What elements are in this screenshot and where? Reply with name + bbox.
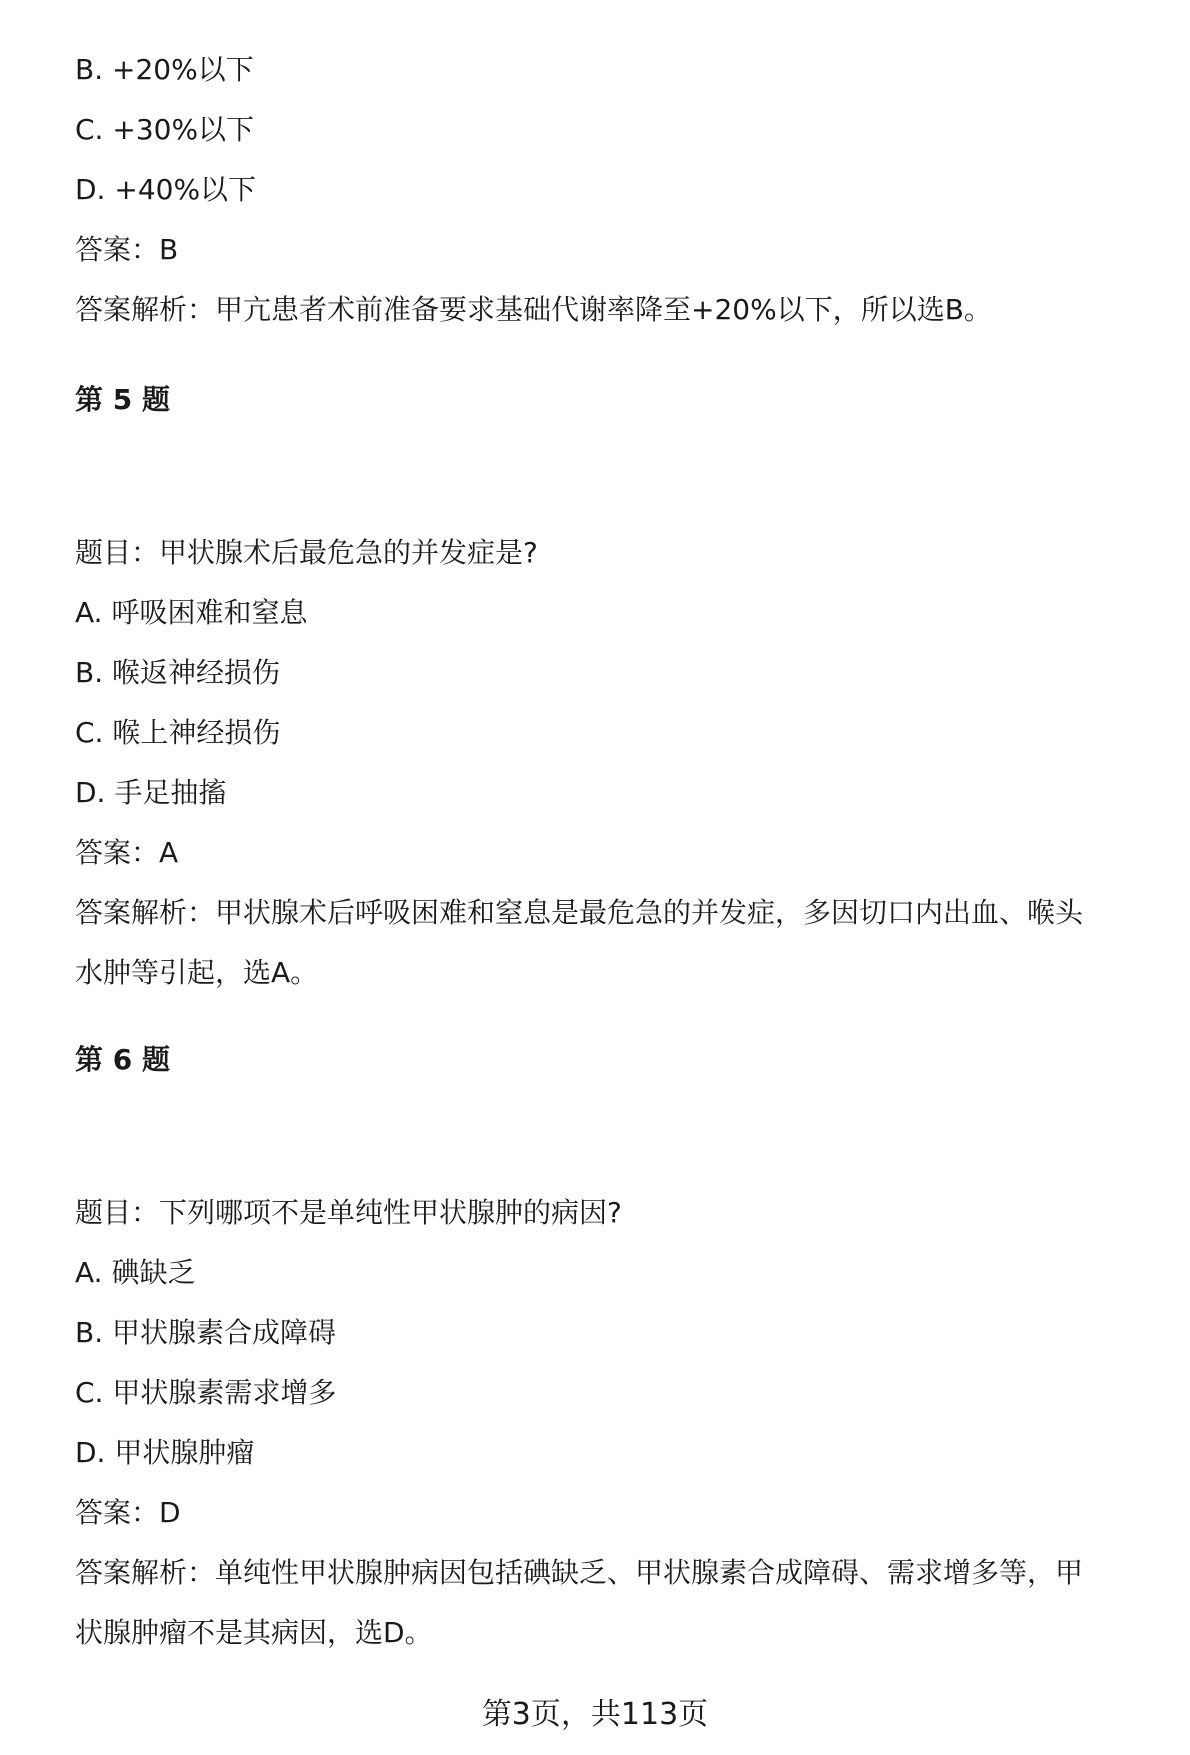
q4-answer: 答案：B: [75, 233, 179, 266]
q6-question: 题目：下列哪项不是单纯性甲状腺肿的病因?: [75, 1196, 622, 1229]
q4-option-c: C. +30%以下: [75, 113, 255, 146]
q6-option-b: B. 甲状腺素合成障碍: [75, 1316, 337, 1349]
q6-explanation-line2: 状腺肿瘤不是其病因，选D。: [75, 1616, 433, 1649]
q5-question: 题目：甲状腺术后最危急的并发症是?: [75, 536, 538, 569]
q6-heading: 第 6 题: [75, 1043, 170, 1076]
q6-option-a: A. 碘缺乏: [75, 1256, 196, 1289]
q5-heading: 第 5 题: [75, 383, 170, 416]
q5-option-c: C. 喉上神经损伤: [75, 716, 281, 749]
q4-option-d: D. +40%以下: [75, 173, 257, 206]
q6-option-d: D. 甲状腺肿瘤: [75, 1436, 255, 1469]
q5-option-a: A. 呼吸困难和窒息: [75, 596, 308, 629]
q5-option-b: B. 喉返神经损伤: [75, 656, 281, 689]
q6-answer: 答案：D: [75, 1496, 181, 1529]
q6-explanation-line1: 答案解析：单纯性甲状腺肿病因包括碘缺乏、甲状腺素合成障碍、需求增多等，甲: [75, 1556, 1084, 1589]
page-number-footer: 第3页，共113页: [481, 1697, 709, 1732]
q4-explanation: 答案解析：甲亢患者术前准备要求基础代谢率降至+20%以下，所以选B。: [75, 293, 992, 326]
q5-explanation-line1: 答案解析：甲状腺术后呼吸困难和窒息是最危急的并发症，多因切口内出血、喉头: [75, 896, 1084, 929]
q5-option-d: D. 手足抽搐: [75, 776, 227, 809]
q5-explanation-line2: 水肿等引起，选A。: [75, 956, 319, 989]
q5-answer: 答案：A: [75, 836, 179, 869]
q4-option-b: B. +20%以下: [75, 53, 254, 86]
q6-option-c: C. 甲状腺素需求增多: [75, 1376, 337, 1409]
